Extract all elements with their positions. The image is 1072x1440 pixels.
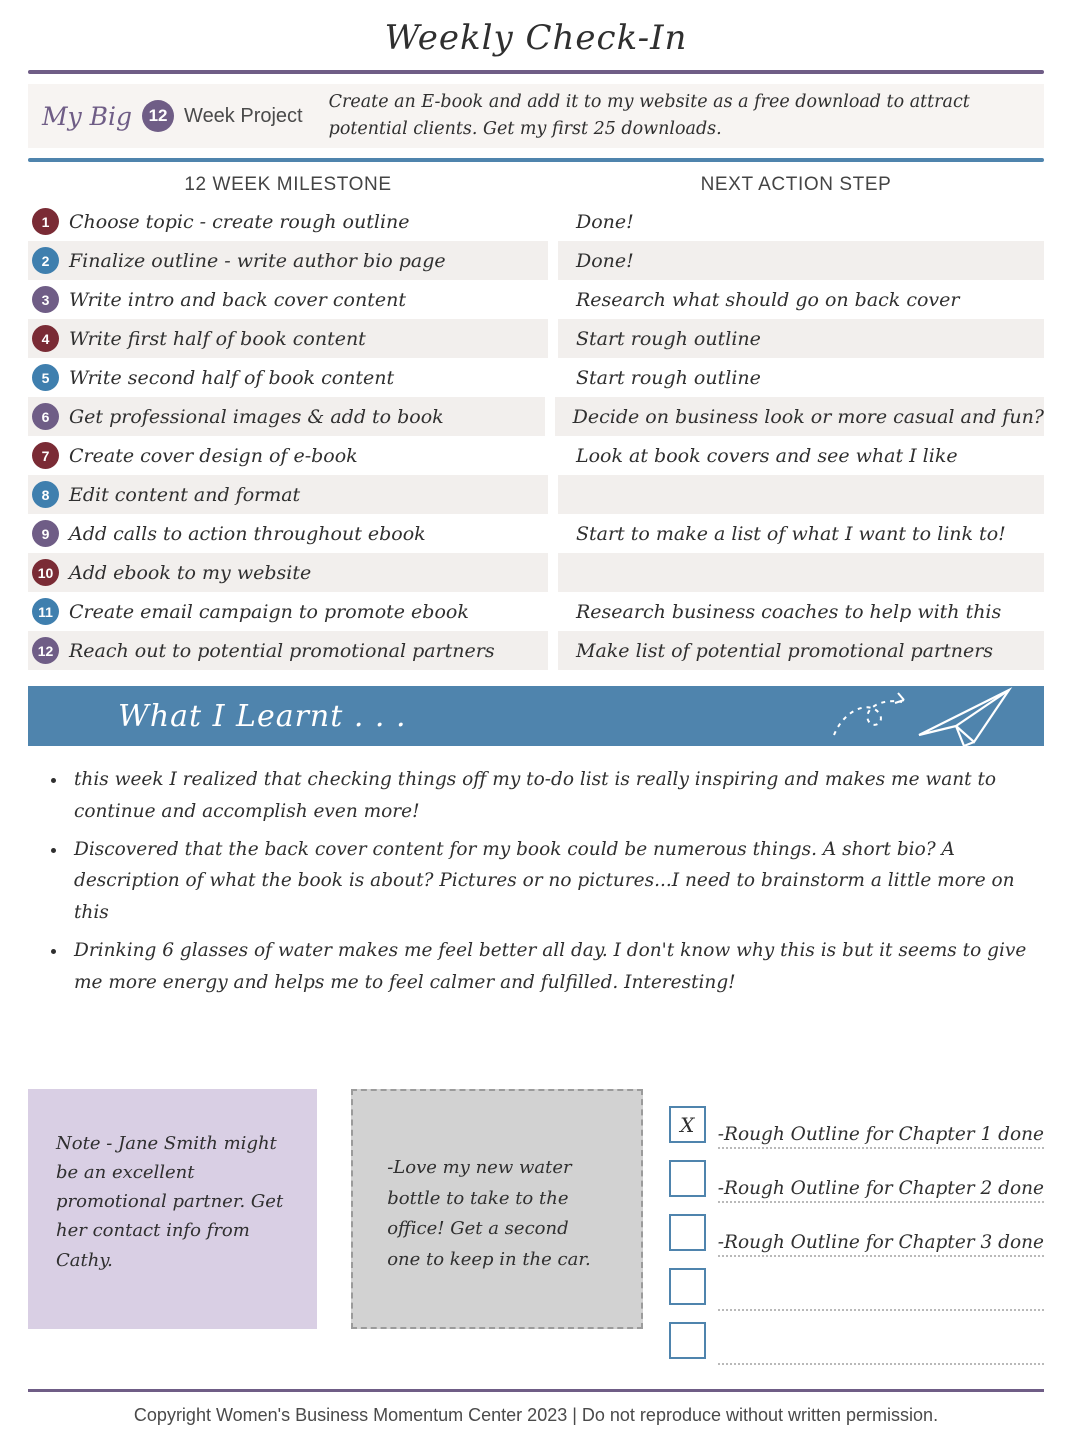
project-band (28, 84, 1044, 148)
milestone-text: Add calls to action throughout ebook (69, 522, 426, 545)
checkbox[interactable] (669, 1214, 706, 1251)
checkbox[interactable]: X (669, 1106, 706, 1143)
milestone-text: Choose topic - create rough outline (69, 210, 410, 233)
milestone-text: Create cover design of e-book (69, 444, 358, 467)
row-number-badge: 6 (32, 403, 59, 430)
table-row (28, 436, 1044, 475)
row-number-badge: 1 (32, 208, 59, 235)
action-text: Research what should go on back cover (576, 288, 960, 311)
page-title: Weekly Check-In (384, 18, 688, 58)
table-row (28, 553, 1044, 592)
footer-copyright: Copyright Women's Business Momentum Center 2023 | Do not reproduce without written permission. (133, 1405, 939, 1425)
checklist-label[interactable]: -Rough Outline for Chapter 1 done (718, 1124, 1044, 1149)
gray-note[interactable]: -Love my new water bottle to take to the office! Get a second one to keep in the car. (351, 1089, 643, 1329)
what-i-learnt-title: What I Learnt . . . (118, 698, 407, 734)
row-number-badge: 9 (32, 520, 59, 547)
action-text: Start rough outline (576, 366, 761, 389)
milestone-text: Add ebook to my website (69, 561, 312, 584)
checklist (669, 1089, 1044, 1365)
milestone-table (28, 202, 1044, 670)
row-number-badge: 11 (32, 598, 59, 625)
column-header-action: NEXT ACTION STEP (700, 174, 892, 195)
table-row (28, 475, 1044, 514)
milestone-text: Create email campaign to promote ebook (69, 600, 469, 623)
checklist-row (669, 1203, 1044, 1257)
table-row (28, 592, 1044, 631)
action-cell[interactable] (558, 202, 1044, 241)
action-text: Start to make a list of what I want to link to! (576, 522, 1006, 545)
row-number-badge: 4 (32, 325, 59, 352)
checkbox[interactable] (669, 1160, 706, 1197)
action-cell[interactable] (555, 397, 1044, 436)
checklist-label[interactable] (718, 1361, 1044, 1365)
divider-blue (28, 158, 1044, 162)
milestone-cell[interactable] (28, 631, 548, 670)
milestone-cell[interactable] (28, 280, 548, 319)
purple-note[interactable]: Note - Jane Smith might be an excellent promotional partner. Get her contact info from Cathy. (28, 1089, 317, 1329)
checklist-label[interactable]: -Rough Outline for Chapter 2 done (718, 1178, 1044, 1203)
milestone-cell[interactable] (28, 358, 548, 397)
milestone-text: Reach out to potential promotional partners (69, 639, 495, 662)
learnt-item: • Drinking 6 glasses of water makes me feel better all day. I don't know why this is but it seems to give me more energy and helps me to feel calmer and fulfilled. Interesting! (68, 935, 1044, 999)
learnt-item: • Discovered that the back cover content for my book could be numerous things. A short bio? A description of what the book is about? Pictures or no pictures...I need to brainstorm a little more on this (68, 834, 1044, 929)
action-cell[interactable] (558, 280, 1044, 319)
checklist-row (669, 1149, 1044, 1203)
project-description[interactable]: Create an E-book and add it to my website as a free download to attract potential clients. Get my first 25 downloads. (328, 91, 970, 139)
action-cell[interactable] (558, 514, 1044, 553)
milestone-text: Get professional images & add to book (69, 405, 444, 428)
milestone-cell[interactable] (28, 319, 548, 358)
milestone-cell[interactable] (28, 202, 548, 241)
row-number-badge: 2 (32, 247, 59, 274)
table-column-headers (28, 174, 1044, 196)
table-row (28, 514, 1044, 553)
table-row (28, 241, 1044, 280)
milestone-cell[interactable] (28, 475, 548, 514)
checklist-row (669, 1095, 1044, 1149)
action-text: Research business coaches to help with this (576, 600, 1002, 623)
action-text: Make list of potential promotional partners (576, 639, 994, 662)
action-text: Start rough outline (576, 327, 761, 350)
row-number-badge: 10 (32, 559, 59, 586)
milestone-cell[interactable] (28, 592, 548, 631)
action-cell[interactable] (558, 553, 1044, 592)
milestone-text: Write intro and back cover content (69, 288, 406, 311)
milestone-text: Write second half of book content (69, 366, 395, 389)
action-cell[interactable] (558, 436, 1044, 475)
divider-purple-top (28, 70, 1044, 74)
checklist-label[interactable] (718, 1307, 1044, 1311)
action-text: Decide on business look or more casual and fun? (572, 405, 1044, 428)
checkbox[interactable] (669, 1268, 706, 1305)
milestone-cell[interactable] (28, 436, 548, 475)
action-cell[interactable] (558, 319, 1044, 358)
action-text: Done! (576, 249, 634, 272)
table-row (28, 202, 1044, 241)
milestone-text: Edit content and format (69, 483, 301, 506)
table-row (28, 397, 1044, 436)
checklist-row (669, 1257, 1044, 1311)
paper-plane-icon (824, 680, 1014, 755)
learnt-item: • this week I realized that checking things off my to-do list is really inspiring and makes me want to continue and accomplish even more! (68, 764, 1044, 828)
row-number-badge: 12 (32, 637, 59, 664)
my-big-label: My Big (42, 101, 133, 131)
milestone-cell[interactable] (28, 397, 545, 436)
action-cell[interactable] (558, 241, 1044, 280)
table-row (28, 631, 1044, 670)
milestone-cell[interactable] (28, 553, 548, 592)
milestone-text: Finalize outline - write author bio page (69, 249, 446, 272)
checklist-row (669, 1311, 1044, 1365)
divider-purple-bottom (28, 1389, 1044, 1392)
milestone-cell[interactable] (28, 241, 548, 280)
row-number-badge: 8 (32, 481, 59, 508)
row-number-badge: 5 (32, 364, 59, 391)
action-text: Done! (576, 210, 634, 233)
learnt-list (28, 764, 1044, 999)
bottom-notes-area (28, 1089, 1044, 1365)
action-text: Look at book covers and see what I like (576, 444, 958, 467)
row-number-badge: 3 (32, 286, 59, 313)
milestone-cell[interactable] (28, 514, 548, 553)
column-header-milestone: 12 WEEK MILESTONE (184, 174, 392, 195)
what-i-learnt-banner (28, 686, 1044, 746)
week-number-badge: 12 (142, 100, 174, 132)
checkbox[interactable] (669, 1322, 706, 1359)
table-row (28, 358, 1044, 397)
checklist-label[interactable]: -Rough Outline for Chapter 3 done (718, 1232, 1044, 1257)
action-cell[interactable] (558, 631, 1044, 670)
milestone-text: Write first half of book content (69, 327, 366, 350)
action-cell[interactable] (558, 475, 1044, 514)
row-number-badge: 7 (32, 442, 59, 469)
action-cell[interactable] (558, 358, 1044, 397)
week-project-label: Week Project (184, 104, 303, 127)
table-row (28, 280, 1044, 319)
table-row (28, 319, 1044, 358)
action-cell[interactable] (558, 592, 1044, 631)
